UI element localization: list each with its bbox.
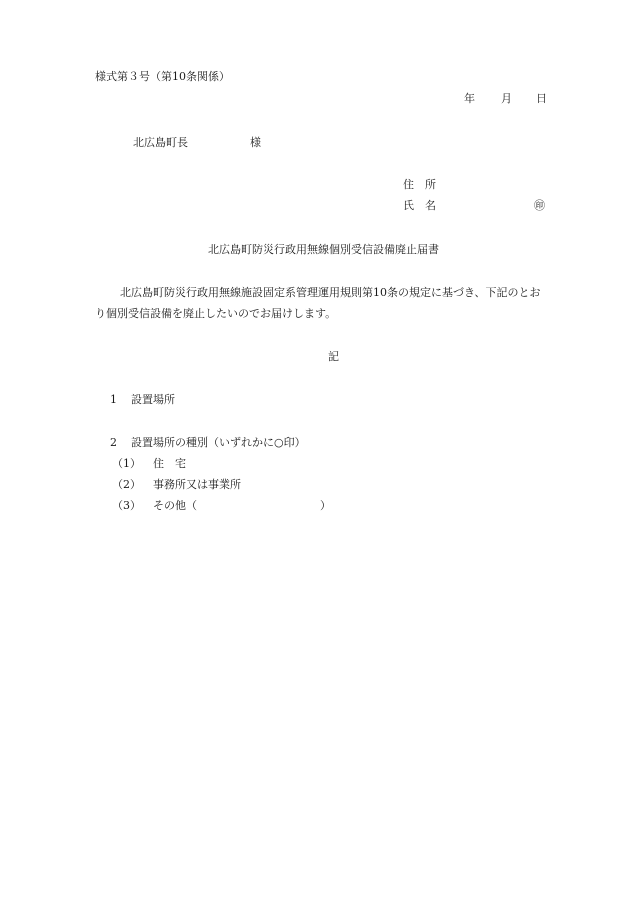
option-2-label: 事務所又は事業所 <box>153 478 241 491</box>
date-day: 日 <box>536 92 547 105</box>
date-year: 年 <box>464 92 475 105</box>
form-number: 様式第３号（第10条関係） <box>95 70 230 83</box>
option-3-close-paren: ） <box>320 499 331 512</box>
body-line-1: 北広島町防災行政用無線施設固定系管理運用規則第10条の規定に基づき、下記のとお <box>120 286 541 299</box>
ki-heading: 記 <box>328 350 339 363</box>
option-3-number: （3） <box>112 499 141 512</box>
name-label: 氏 名 <box>403 199 436 212</box>
address-label: 住 所 <box>403 178 436 191</box>
date-month: 月 <box>501 92 512 105</box>
option-1-number: （1） <box>112 457 141 470</box>
option-3-label: その他（ <box>153 499 197 512</box>
addressee-name: 北広島町長 <box>133 136 188 149</box>
item-2-number: 2 <box>110 436 117 449</box>
option-2-number: （2） <box>112 478 141 491</box>
body-line-2: り個別受信設備を廃止したいのでお届けします。 <box>95 307 337 320</box>
item-1-label: 設置場所 <box>131 393 175 406</box>
seal-mark: ㊞ <box>534 199 545 212</box>
document-title: 北広島町防災行政用無線個別受信設備廃止届書 <box>208 243 439 256</box>
item-1-number: 1 <box>110 393 117 406</box>
item-2-label: 設置場所の種別（いずれかに○印） <box>131 436 306 449</box>
addressee-honorific: 様 <box>250 136 261 149</box>
option-1-label: 住 宅 <box>153 457 186 470</box>
